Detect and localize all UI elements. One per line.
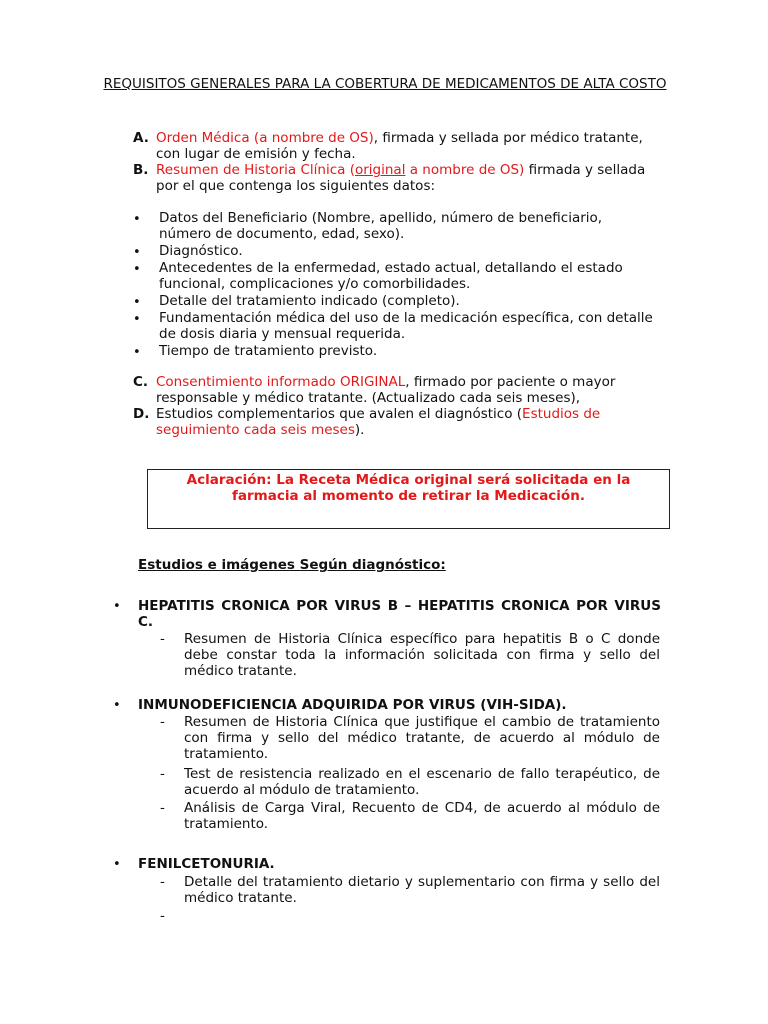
red-text: Estudios de seguimiento cada seis meses	[156, 406, 601, 438]
bullet-icon: •	[133, 312, 141, 327]
section-item: - Análisis de Carga Viral, Recuento de CD4, de acuerdo al módulo de tratamiento.	[160, 800, 660, 832]
red-text: a nombre de OS)	[405, 162, 525, 178]
bullet-icon: •	[133, 212, 141, 227]
section-item: - Resumen de Historia Clínica que justifique el cambio de tratamiento con firma y sello del médico tratante, de acuerdo al módulo de tratamiento.	[160, 714, 660, 762]
bullet-icon: •	[133, 245, 141, 260]
bullet-icon: •	[113, 599, 121, 614]
data-bullet: • Fundamentación médica del uso de la medicación específica, con detalle de dosis diaria y mensual requerida.	[133, 310, 653, 342]
section-item: - Detalle del tratamiento dietario y suplementario con firma y sello del médico tratante.	[160, 874, 660, 906]
section-title: HEPATITIS CRONICA POR VIRUS B – HEPATITIS CRONICA POR VIRUS C.	[138, 598, 661, 630]
dash-icon: -	[160, 908, 165, 924]
clarification-box	[147, 469, 670, 529]
section-vih	[113, 697, 661, 713]
data-bullet: • Datos del Beneficiario (Nombre, apellido, número de beneficiario, número de documento, edad, sexo).	[133, 210, 603, 242]
dash-icon: -	[160, 714, 165, 730]
data-bullet: • Diagnóstico.	[133, 243, 243, 260]
section-title: INMUNODEFICIENCIA ADQUIRIDA POR VIRUS (VIH-SIDA).	[138, 697, 567, 713]
dash-icon: -	[160, 874, 165, 890]
data-bullet: • Detalle del tratamiento indicado (completo).	[133, 293, 460, 310]
requirement-d	[133, 406, 653, 438]
dash-icon: -	[160, 766, 165, 782]
item-text: ).	[354, 422, 365, 438]
requirement-c	[133, 374, 653, 406]
bullet-icon: •	[133, 262, 141, 277]
section-fenilcetonuria	[113, 856, 661, 872]
section-item: - Test de resistencia realizado en el escenario de fallo terapéutico, de acuerdo al módulo de tratamiento.	[160, 766, 660, 798]
data-bullet: • Antecedentes de la enfermedad, estado actual, detallando el estado funcional, complicaciones y/o comorbilidades.	[133, 260, 623, 292]
red-text: Resumen de Historia Clínica (	[156, 162, 355, 178]
requirement-b	[133, 162, 653, 194]
item-text: , firmada y sellada por médico tratante, con lugar de emisión y fecha.	[156, 130, 643, 162]
document-title: REQUISITOS GENERALES PARA LA COBERTURA DE MEDICAMENTOS DE ALTA COSTO	[103, 76, 667, 92]
studies-heading: Estudios e imágenes Según diagnóstico:	[138, 557, 446, 573]
bullet-icon: •	[113, 698, 121, 713]
item-text: , firmado por paciente o mayor responsable y médico tratante. (Actualizado cada seis meses),	[156, 374, 616, 406]
section-hepatitis	[113, 598, 661, 630]
bullet-icon: •	[113, 857, 121, 872]
red-underlined-text: original	[354, 162, 406, 178]
section-item: - Resumen de Historia Clínica específico para hepatitis B o C donde debe constar toda la información solicitada con firma y sello del médico tratante.	[160, 631, 660, 679]
red-text: Consentimiento informado ORIGINAL	[156, 374, 406, 390]
item-letter: B.	[133, 162, 149, 178]
bullet-icon: •	[133, 295, 141, 310]
dash-icon: -	[160, 631, 165, 647]
item-text: firmada y sellada por el que contenga los siguientes datos:	[156, 162, 646, 194]
red-text: Orden Médica (a nombre de OS)	[156, 130, 374, 146]
data-bullet: • Tiempo de tratamiento previsto.	[133, 343, 378, 360]
section-title: FENILCETONURIA.	[138, 856, 275, 872]
bullet-icon: •	[133, 345, 141, 360]
item-text: Estudios complementarios que avalen el diagnóstico (	[156, 406, 523, 422]
dash-icon: -	[160, 800, 165, 816]
item-letter: C.	[133, 374, 149, 390]
item-letter: A.	[133, 130, 149, 146]
item-letter: D.	[133, 406, 150, 422]
clarification-text: Aclaración: La Receta Médica original será solicitada en la farmacia al momento de retirar la Medicación.	[186, 472, 631, 504]
requirement-a	[133, 130, 653, 162]
